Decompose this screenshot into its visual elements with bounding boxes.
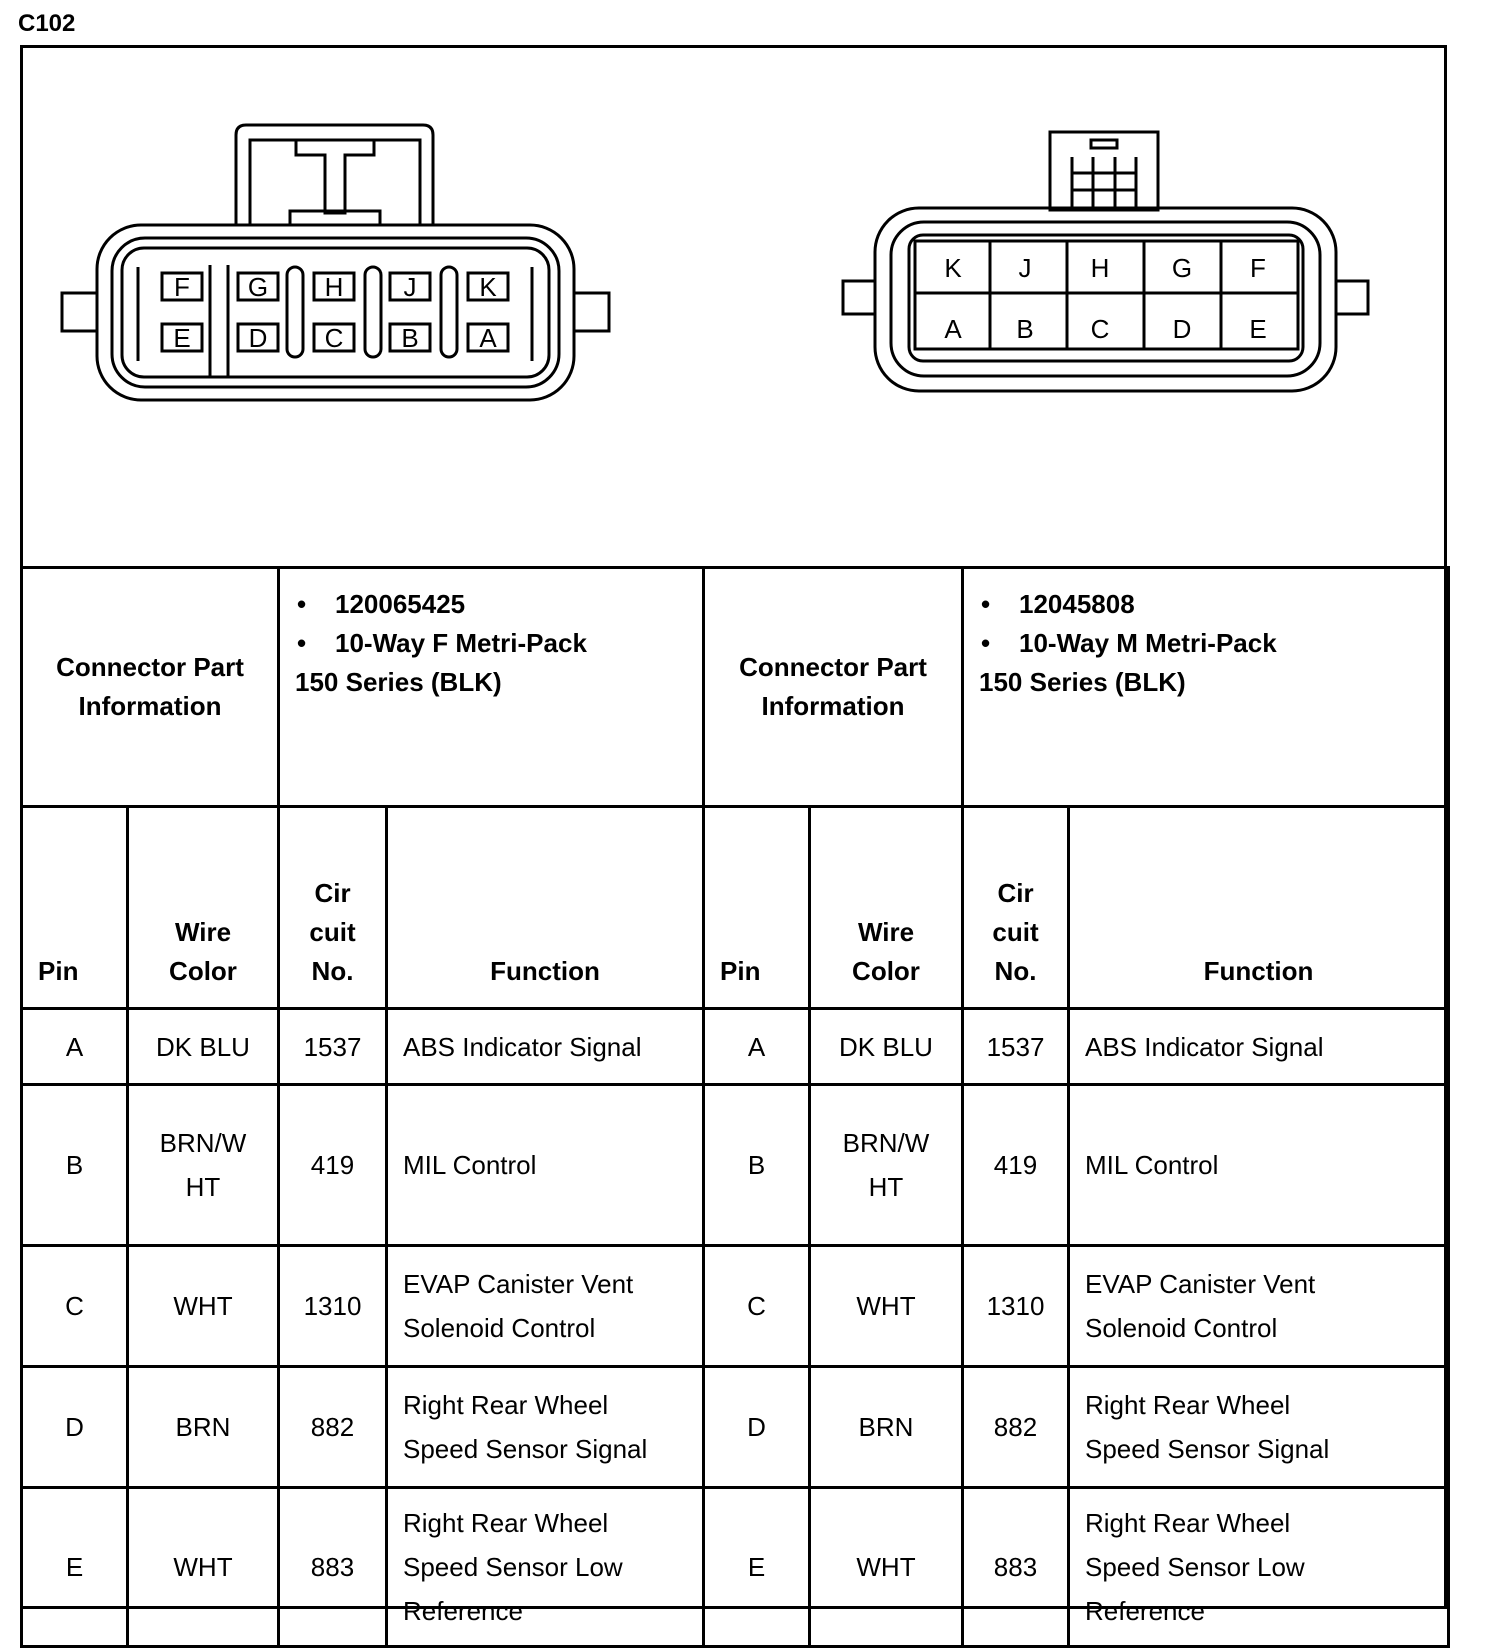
part-info-label-line: Information — [761, 691, 905, 721]
function-cell: Right Rear Wheel Speed Sensor Low Reference — [1069, 1488, 1449, 1647]
header-pin: Pin — [704, 807, 810, 1009]
pin-cell: C — [22, 1246, 128, 1367]
function-cell: EVAP Canister Vent Solenoid Control — [387, 1246, 704, 1367]
male-pin-label: G — [1171, 253, 1193, 283]
wire-color-cell: WHT — [810, 1488, 963, 1647]
header-function: Function — [1069, 807, 1449, 1009]
pin-cell: B — [22, 1085, 128, 1246]
circuit-cell: 882 — [963, 1367, 1069, 1488]
female-connector-drawing — [62, 125, 609, 400]
pin-cell: D — [704, 1367, 810, 1488]
wire-color-cell: BRN — [810, 1367, 963, 1488]
table-row — [22, 1009, 1449, 1085]
table-row — [22, 1085, 1449, 1246]
female-pin-label: K — [479, 272, 497, 302]
wire-color-cell: BRN/W HT — [128, 1085, 279, 1246]
part-info-row — [22, 568, 1449, 807]
wire-color-cell: WHT — [128, 1246, 279, 1367]
pin-cell: B — [704, 1085, 810, 1246]
function-cell: MIL Control — [387, 1085, 704, 1246]
table-row — [22, 1367, 1449, 1488]
male-pin-label: E — [1249, 314, 1267, 344]
header-pin: Pin — [22, 807, 128, 1009]
female-pin-label: B — [401, 323, 419, 353]
male-pin-label: H — [1090, 253, 1110, 283]
part-info-label-line: Connector Part — [739, 652, 927, 682]
function-cell: MIL Control — [1069, 1085, 1449, 1246]
circuit-cell: 882 — [279, 1367, 387, 1488]
male-pin-label: D — [1172, 314, 1192, 344]
circuit-cell: 1310 — [963, 1246, 1069, 1367]
circuit-cell: 883 — [963, 1488, 1069, 1647]
header-wire-color: Wire Color — [128, 807, 279, 1009]
female-pin-label: D — [248, 323, 268, 353]
wire-color-cell: DK BLU — [810, 1009, 963, 1085]
wire-color-cell: BRN/W HT — [810, 1085, 963, 1246]
header-circuit: Cir cuit No. — [279, 807, 387, 1009]
pin-cell: E — [704, 1488, 810, 1647]
pin-cell: A — [704, 1009, 810, 1085]
connector-title: C102 — [18, 10, 76, 37]
female-pin-label: G — [247, 272, 269, 302]
table-header-row — [22, 807, 1449, 1009]
wire-color-cell: DK BLU — [128, 1009, 279, 1085]
male-pin-label: A — [944, 314, 962, 344]
female-pin-label: A — [479, 323, 497, 353]
wire-color-cell: WHT — [810, 1246, 963, 1367]
part-description: • 10-Way F Metri-Pack — [295, 624, 687, 663]
circuit-cell: 419 — [963, 1085, 1069, 1246]
circuit-cell: 1537 — [279, 1009, 387, 1085]
male-pin-label: B — [1016, 314, 1034, 344]
pin-cell: C — [704, 1246, 810, 1367]
table-row — [22, 1488, 1449, 1647]
part-number: • 120065425 — [295, 585, 687, 624]
connector-diagrams — [20, 45, 1447, 568]
circuit-cell: 1537 — [963, 1009, 1069, 1085]
function-cell: EVAP Canister Vent Solenoid Control — [1069, 1246, 1449, 1367]
function-cell: Right Rear Wheel Speed Sensor Signal — [387, 1367, 704, 1488]
circuit-cell: 1310 — [279, 1246, 387, 1367]
part-series: 150 Series (BLK) — [979, 667, 1186, 697]
part-info-label-right — [704, 568, 963, 807]
male-pin-label: C — [1090, 314, 1110, 344]
pinout-table — [20, 566, 1450, 1648]
function-cell: Right Rear Wheel Speed Sensor Signal — [1069, 1367, 1449, 1488]
part-info-left — [279, 568, 704, 807]
pin-cell: D — [22, 1367, 128, 1488]
female-pin-label: C — [324, 323, 344, 353]
female-pin-label: J — [403, 272, 417, 302]
male-pin-label: K — [944, 253, 962, 283]
part-description: • 10-Way M Metri-Pack — [979, 624, 1432, 663]
part-info-label-line: Information — [78, 691, 222, 721]
pin-cell: A — [22, 1009, 128, 1085]
part-info-label-left — [22, 568, 279, 807]
header-wire-color: Wire Color — [810, 807, 963, 1009]
wire-color-cell: BRN — [128, 1367, 279, 1488]
female-pin-label: E — [173, 323, 191, 353]
part-info-label-line: Connector Part — [56, 652, 244, 682]
pin-cell: E — [22, 1488, 128, 1647]
circuit-cell: 419 — [279, 1085, 387, 1246]
part-number: • 12045808 — [979, 585, 1432, 624]
circuit-cell: 883 — [279, 1488, 387, 1647]
male-pin-label: F — [1250, 253, 1266, 283]
part-series: 150 Series (BLK) — [295, 667, 502, 697]
wire-color-cell: WHT — [128, 1488, 279, 1647]
header-circuit: Cir cuit No. — [963, 807, 1069, 1009]
part-info-right — [963, 568, 1449, 807]
male-pin-label: J — [1018, 253, 1032, 283]
female-pin-label: F — [174, 272, 190, 302]
function-cell: ABS Indicator Signal — [1069, 1009, 1449, 1085]
header-function: Function — [387, 807, 704, 1009]
function-cell: ABS Indicator Signal — [387, 1009, 704, 1085]
table-row — [22, 1246, 1449, 1367]
function-cell: Right Rear Wheel Speed Sensor Low Reference — [387, 1488, 704, 1647]
female-pin-label: H — [324, 272, 344, 302]
